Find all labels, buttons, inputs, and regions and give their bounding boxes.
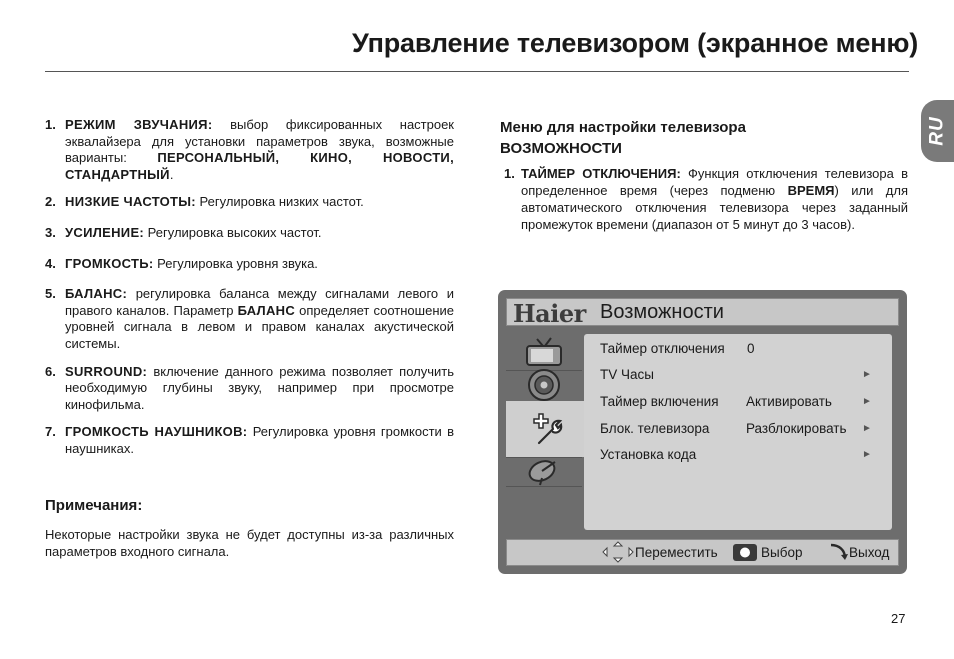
section-heading-line2: ВОЗМОЖНОСТИ [500,140,622,157]
section-heading-line1: Меню для настройки телевизора [500,119,746,136]
notes-text: Некоторые настройки звука не будет доступны из-за различных параметров входного сигнала. [45,527,454,559]
menu-row-label: Таймер отключения [600,341,725,356]
haier-logo: Haier [513,299,586,328]
menu-row-value: Разблокировать [746,421,847,436]
satellite-icon[interactable] [506,458,582,486]
tv-osd-menu [498,290,907,574]
item-tail: ) или для автоматического отключения телевизора через заданный промежуток времени (диапазон от 5 минут до 3 часов). [521,183,908,232]
menu-row-on-timer[interactable] [600,394,880,414]
list-item [45,286,454,352]
menu-row-sleep-timer[interactable] [600,341,880,361]
arrow-right-icon: ► [862,369,872,380]
tools-icon[interactable] [506,401,586,457]
item-param: ВРЕМЯ [787,183,835,198]
side-divider [506,486,582,487]
item-tail: определяет соотношение уровней сигнала в левом и правом каналах акустической системы. [65,302,454,351]
item-param: БАЛАНС [237,302,296,318]
list-item [45,424,454,457]
tv-icon[interactable] [506,334,582,370]
sound-settings-list [45,117,454,469]
item-title: ГРОМКОСТЬ НАУШНИКОВ: [65,424,248,440]
item-tail: . [169,166,174,182]
item-title: БАЛАНС: [65,286,128,302]
item-options: ПЕРСОНАЛЬНЫЙ, КИНО, НОВОСТИ, СТАНДАРТНЫЙ [65,150,454,182]
language-tab [921,100,954,162]
osd-header [506,298,899,326]
menu-row-set-code[interactable] [600,447,880,467]
list-item [45,225,454,242]
page-title: Управление телевизором (экранное меню) [352,28,918,58]
osd-title: Возможности [600,301,724,323]
item-text: Регулировка уровня звука. [153,255,318,271]
menu-row-label: Установка кода [600,447,697,462]
footer-select-label: Выбор [761,545,803,560]
list-item [45,117,454,183]
item-title: НИЗКИЕ ЧАСТОТЫ: [65,194,196,210]
menu-row-tv-lock[interactable] [600,421,880,441]
item-text: включение данного режима позволяет получить необходимую глубины звуку, например при просмотре кинофильма. [65,363,454,412]
arrow-right-icon: ► [862,449,872,460]
item-number: 1. [45,117,56,132]
dpad-icon [602,541,634,566]
item-text: Регулировка низких частот. [195,194,364,210]
speaker-icon[interactable] [506,370,582,400]
menu-row-tv-clock[interactable] [600,367,880,387]
list-item [45,194,454,211]
arrow-right-icon: ► [862,423,872,434]
list-item [504,165,908,233]
item-number: 2. [45,194,56,210]
item-text: выбор фиксированных настроек эквалайзера для установки параметров звука, возможные варианты: [65,117,454,166]
notes-heading: Примечания: [45,497,143,514]
item-number: 3. [45,224,56,240]
item-text: Функция отключения телевизора в определенное время (через подменю [521,166,908,198]
page-number: 27 [891,611,906,626]
item-title: РЕЖИМ ЗВУЧАНИЯ: [65,117,213,132]
menu-row-label: Таймер включения [600,394,719,409]
osd-footer [506,539,899,566]
menu-row-label: Блок. телевизора [600,421,710,436]
item-number: 1. [504,166,515,181]
menu-row-label: TV Часы [600,367,654,382]
item-number: 4. [45,255,56,271]
item-title: ТАЙМЕР ОТКЛЮЧЕНИЯ: [521,166,681,181]
item-text: регулировка баланса между сигналами левого и правого каналов. Параметр [65,286,454,318]
menu-row-value: Активировать [746,394,832,409]
return-icon [829,542,849,565]
item-number: 5. [45,286,56,302]
item-title: SURROUND: [65,363,148,379]
arrow-right-icon: ► [862,396,872,407]
item-number: 6. [45,363,56,379]
menu-row-value: 0 [747,341,755,356]
item-text: Регулировка уровня громкости в наушниках. [65,424,454,456]
item-number: 7. [45,424,56,440]
section-heading [500,117,920,159]
ok-button-icon [732,543,758,565]
footer-exit-label: Выход [849,545,890,560]
language-label: RU [926,116,948,146]
list-item [45,364,454,414]
list-item [45,256,454,273]
title-divider [45,71,909,72]
item-title: УСИЛЕНИЕ: [65,224,145,240]
item-title: ГРОМКОСТЬ: [65,255,154,271]
osd-content-panel [584,334,892,530]
item-text: Регулировка высоких частот. [144,224,322,240]
footer-move-label: Переместить [635,545,718,560]
